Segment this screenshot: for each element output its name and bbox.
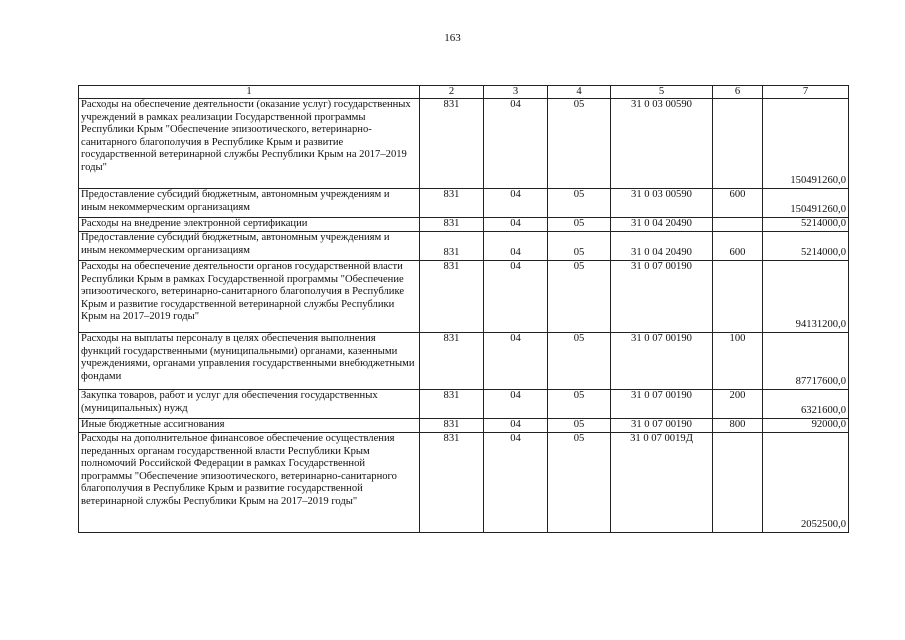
cell-amount: 5214000,0 <box>763 232 849 261</box>
cell-section: 04 <box>484 261 548 333</box>
cell-section: 04 <box>484 232 548 261</box>
cell-ministry-code: 831 <box>420 419 484 433</box>
cell-amount: 150491260,0 <box>763 99 849 189</box>
page-number: 163 <box>444 32 461 44</box>
cell-expense-type <box>713 99 763 189</box>
table-row <box>79 419 849 433</box>
column-header: 5 <box>611 86 713 99</box>
cell-ministry-code: 831 <box>420 261 484 333</box>
cell-subsection: 05 <box>548 189 611 218</box>
cell-amount: 2052500,0 <box>763 433 849 533</box>
row-description: Иные бюджетные ассигнования <box>79 419 420 433</box>
cell-expense-type <box>713 261 763 333</box>
cell-ministry-code: 831 <box>420 189 484 218</box>
cell-ministry-code: 831 <box>420 99 484 189</box>
cell-target-article: 31 0 07 00190 <box>611 390 713 419</box>
row-description: Расходы на обеспечение деятельности органов государственной власти Республики Крым в рамках Государственной программы "Обеспечение эпизоотического, ветеринарно-санитарного благополучия в Республике Крым и развитие государственной ветеринарной службы Республики Крым на 2017–2019 годы" <box>79 261 420 333</box>
cell-section: 04 <box>484 433 548 533</box>
cell-target-article: 31 0 07 00190 <box>611 419 713 433</box>
cell-section: 04 <box>484 333 548 390</box>
cell-subsection: 05 <box>548 390 611 419</box>
cell-ministry-code: 831 <box>420 390 484 419</box>
row-description: Расходы на дополнительное финансовое обеспечение осуществления переданных органам государственной власти Республики Крым полномочий Российской Федерации в рамках Государственной программы "Обеспечение эпизоотического, ветеринарно-санитарного благополучия в Республике Крым и развитие государственной ветеринарной службы Республики Крым на 2017–2019 годы" <box>79 433 420 533</box>
row-description: Предоставление субсидий бюджетным, автономным учреждениям и иным некоммерческим организациям <box>79 189 420 218</box>
table-row <box>79 333 849 390</box>
cell-ministry-code: 831 <box>420 218 484 232</box>
cell-target-article: 31 0 04 20490 <box>611 232 713 261</box>
cell-subsection: 05 <box>548 232 611 261</box>
cell-subsection: 05 <box>548 419 611 433</box>
cell-expense-type: 600 <box>713 232 763 261</box>
table-row <box>79 261 849 333</box>
row-description: Предоставление субсидий бюджетным, автономным учреждениям и иным некоммерческим организациям <box>79 232 420 261</box>
cell-expense-type: 200 <box>713 390 763 419</box>
table-row <box>79 232 849 261</box>
cell-target-article: 31 0 07 0019Д <box>611 433 713 533</box>
cell-section: 04 <box>484 189 548 218</box>
column-header: 3 <box>484 86 548 99</box>
cell-subsection: 05 <box>548 261 611 333</box>
cell-ministry-code: 831 <box>420 333 484 390</box>
cell-expense-type: 800 <box>713 419 763 433</box>
column-header: 6 <box>713 86 763 99</box>
cell-target-article: 31 0 03 00590 <box>611 189 713 218</box>
cell-target-article: 31 0 07 00190 <box>611 333 713 390</box>
column-header: 2 <box>420 86 484 99</box>
column-header: 4 <box>548 86 611 99</box>
cell-expense-type <box>713 433 763 533</box>
cell-subsection: 05 <box>548 218 611 232</box>
cell-target-article: 31 0 04 20490 <box>611 218 713 232</box>
cell-subsection: 05 <box>548 433 611 533</box>
budget-table <box>78 85 849 533</box>
cell-amount: 6321600,0 <box>763 390 849 419</box>
cell-section: 04 <box>484 218 548 232</box>
cell-section: 04 <box>484 419 548 433</box>
row-description: Расходы на выплаты персоналу в целях обеспечения выполнения функций государственными (муниципальными) органами, казенными учреждениями, органами управления государственными внебюджетными фондами <box>79 333 420 390</box>
row-description: Расходы на обеспечение деятельности (оказание услуг) государственных учреждений в рамках реализации Государственной программы Республики Крым "Обеспечение эпизоотического, ветеринарно-санитарного благополучия в Республике Крым и развитие государственной ветеринарной службы Республики Крым на 2017–2019 годы" <box>79 99 420 189</box>
table-row <box>79 390 849 419</box>
table-row <box>79 218 849 232</box>
cell-expense-type <box>713 218 763 232</box>
cell-ministry-code: 831 <box>420 232 484 261</box>
table-row <box>79 189 849 218</box>
table-row <box>79 99 849 189</box>
cell-section: 04 <box>484 390 548 419</box>
table-row <box>79 433 849 533</box>
cell-subsection: 05 <box>548 333 611 390</box>
cell-target-article: 31 0 07 00190 <box>611 261 713 333</box>
column-header: 1 <box>79 86 420 99</box>
cell-expense-type: 600 <box>713 189 763 218</box>
row-description: Расходы на внедрение электронной сертификации <box>79 218 420 232</box>
row-description: Закупка товаров, работ и услуг для обеспечения государственных (муниципальных) нужд <box>79 390 420 419</box>
cell-amount: 94131200,0 <box>763 261 849 333</box>
cell-amount: 92000,0 <box>763 419 849 433</box>
cell-section: 04 <box>484 99 548 189</box>
cell-subsection: 05 <box>548 99 611 189</box>
cell-amount: 5214000,0 <box>763 218 849 232</box>
cell-ministry-code: 831 <box>420 433 484 533</box>
column-header: 7 <box>763 86 849 99</box>
cell-target-article: 31 0 03 00590 <box>611 99 713 189</box>
cell-expense-type: 100 <box>713 333 763 390</box>
cell-amount: 87717600,0 <box>763 333 849 390</box>
cell-amount: 150491260,0 <box>763 189 849 218</box>
table-header-row <box>79 86 849 99</box>
